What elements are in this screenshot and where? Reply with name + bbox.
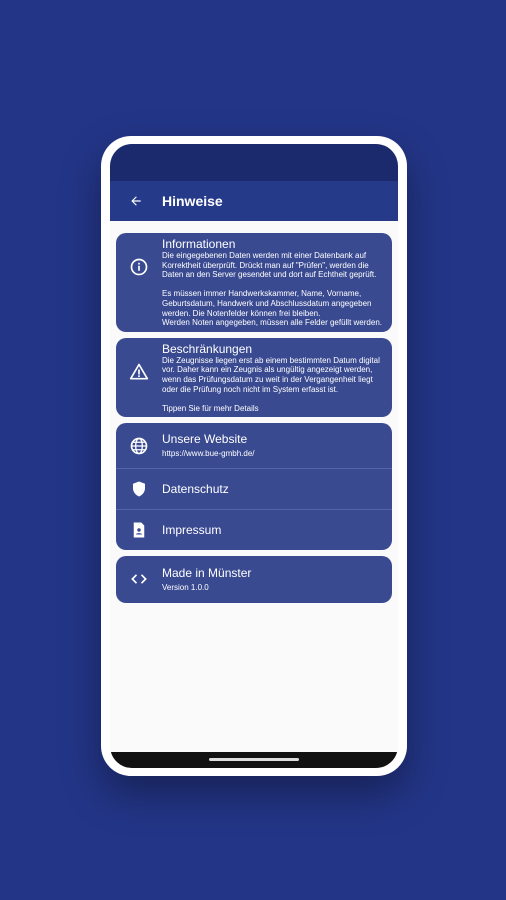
shield-icon	[130, 480, 148, 498]
app-bar	[110, 181, 398, 221]
imprint-row[interactable]	[116, 509, 392, 550]
links-card	[116, 423, 392, 550]
warning-icon	[129, 362, 149, 382]
badge-icon	[130, 521, 148, 539]
privacy-label: Datenschutz	[162, 481, 229, 496]
globe-icon	[129, 436, 149, 456]
restrictions-row[interactable]	[116, 338, 392, 418]
info-card	[116, 233, 392, 332]
info-icon	[129, 257, 149, 277]
privacy-row[interactable]	[116, 468, 392, 509]
arrow-left-icon	[129, 194, 143, 208]
website-url[interactable]: https://www.bue-gmbh.de/	[162, 449, 255, 459]
info-title: Informationen	[162, 237, 236, 251]
website-row[interactable]	[116, 423, 392, 468]
restrictions-title: Beschränkungen	[162, 341, 253, 356]
notes-list	[110, 221, 398, 603]
home-indicator[interactable]	[209, 758, 299, 761]
about-card	[116, 556, 392, 603]
phone-screen	[110, 144, 398, 768]
status-bar	[110, 144, 398, 181]
page-title: Hinweise	[162, 193, 223, 209]
about-version: Version 1.0.0	[162, 582, 209, 592]
navigation-bar	[110, 752, 398, 768]
back-button[interactable]	[116, 181, 156, 221]
restrictions-body: Die Zeugnisse liegen erst ab einem bestimmten Datum digital vor. Daher kann ein Zeugnis als ungültig angezeigt werden, wenn das Prüfungsdatum zu weit in der Vergangenheit liegt oder die Prüfung noch nicht im System erfasst ist. Tippen Sie für mehr Details	[162, 355, 380, 413]
imprint-label: Impressum	[162, 522, 222, 537]
restrictions-card[interactable]	[116, 338, 392, 418]
phone-frame	[101, 136, 407, 776]
code-icon	[129, 569, 149, 589]
about-row	[116, 556, 392, 603]
about-title: Made in Münster	[162, 565, 252, 580]
website-title: Unsere Website	[162, 432, 248, 447]
info-body: Die eingegebenen Daten werden mit einer Datenbank auf Korrektheit überprüft. Drückt man auf "Prüfen", werden die Daten an den Server gesendet und dort auf Echtheit geprüft. Es müssen immer Handwerkskammer, Name, Vorname, Geburtsdatum, Handwerk und Abschlussdatum angegeben werden. Die Notenfelder können frei bleiben. Werden Noten angegeben, müssen alle Felder gefüllt werden.	[162, 251, 382, 328]
info-row	[116, 233, 392, 332]
